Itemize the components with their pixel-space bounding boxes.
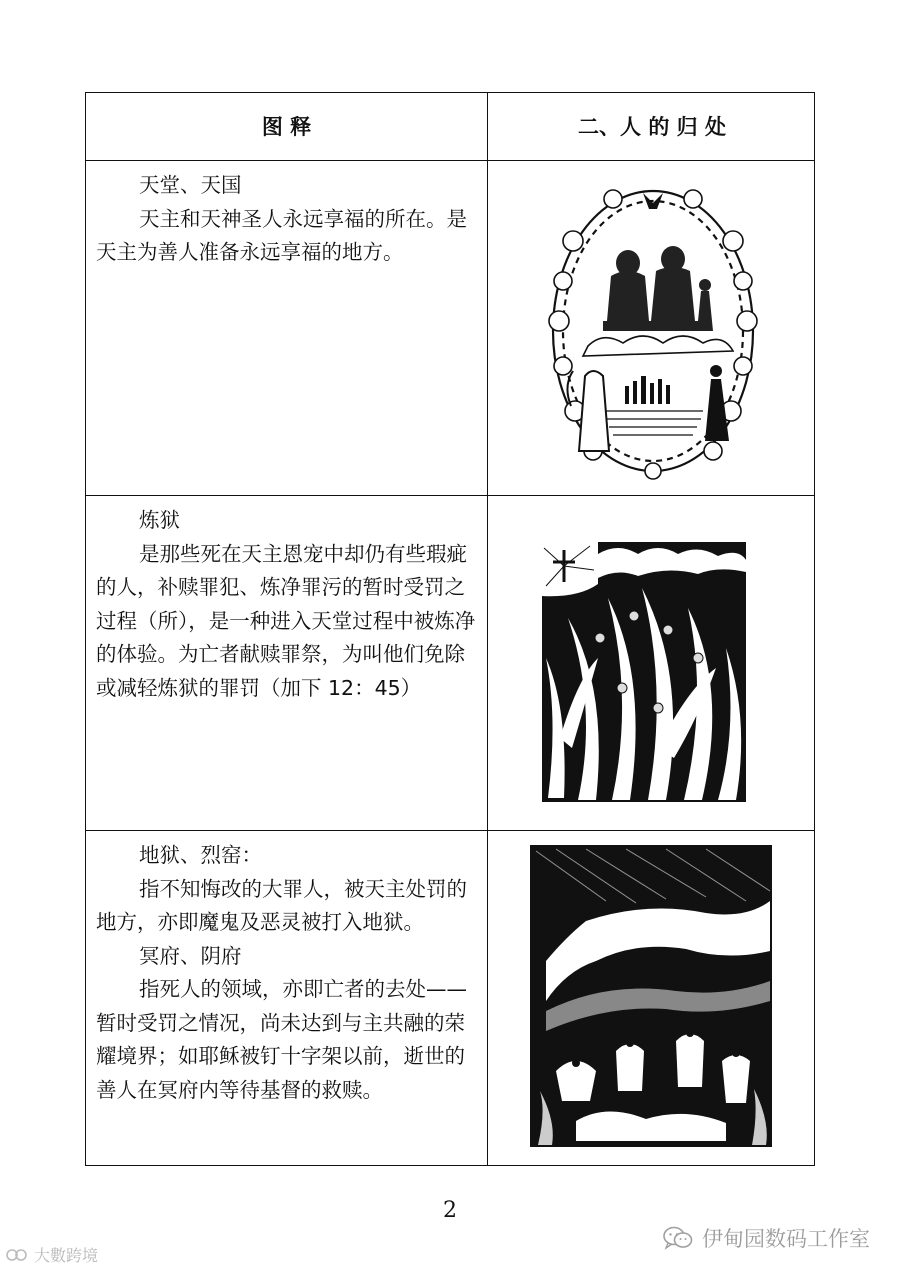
header-right-cell: 二、人 的 归 处 — [578, 115, 726, 139]
wechat-icon — [662, 1225, 694, 1251]
watermark-logo-icon — [6, 1248, 28, 1262]
content-table — [85, 92, 815, 1166]
table-row — [86, 831, 814, 1167]
watermark-right — [662, 1223, 870, 1253]
term-definition: 指死人的领域，亦即亡者的去处——暂时受罚之情况，尚未达到与主共融的荣耀境界；如耶稣被钉十字架以前，逝世的善人在冥府内等待基督的救赎。 — [96, 977, 467, 1102]
term-definition: 天主和天神圣人永远享福的所在。是天主为善人准备永远享福的地方。 — [96, 206, 467, 264]
heaven-illustration — [533, 171, 773, 483]
header-left-cell: 图 释 — [261, 115, 312, 139]
hell-illustration — [526, 841, 776, 1151]
watermark-right-text: 伊甸园数码工作室 — [702, 1227, 870, 1251]
page-number: 2 — [443, 1198, 457, 1223]
term-heading: 冥府、阴府 — [139, 943, 242, 968]
purgatory-illustration — [538, 538, 750, 806]
description-cell — [96, 839, 480, 1107]
description-cell — [96, 504, 480, 705]
watermark-left — [6, 1243, 98, 1266]
watermark-left-text: 大數跨境 — [34, 1246, 99, 1265]
description-cell — [96, 169, 480, 270]
table-row — [86, 496, 814, 831]
term-heading: 天堂、天国 — [139, 173, 242, 197]
table-row — [86, 161, 814, 496]
term-heading: 地狱、烈窑： — [139, 843, 262, 867]
term-definition: 是那些死在天主恩宠中却仍有些瑕疵的人，补赎罪犯、炼净罪污的暂时受罚之过程（所），是一种进入天堂过程中被炼净的体验。为亡者献赎罪祭，为叫他们免除或减轻炼狱的罪罚（加下 12：45） — [96, 541, 476, 700]
table-header-row — [86, 93, 814, 161]
illustration-cell — [488, 161, 816, 495]
term-heading: 炼狱 — [139, 508, 180, 532]
term-definition: 指不知悔改的大罪人，被天主处罚的地方，亦即魔鬼及恶灵被打入地狱。 — [96, 876, 467, 934]
illustration-cell — [488, 831, 816, 1167]
illustration-cell — [488, 496, 816, 830]
